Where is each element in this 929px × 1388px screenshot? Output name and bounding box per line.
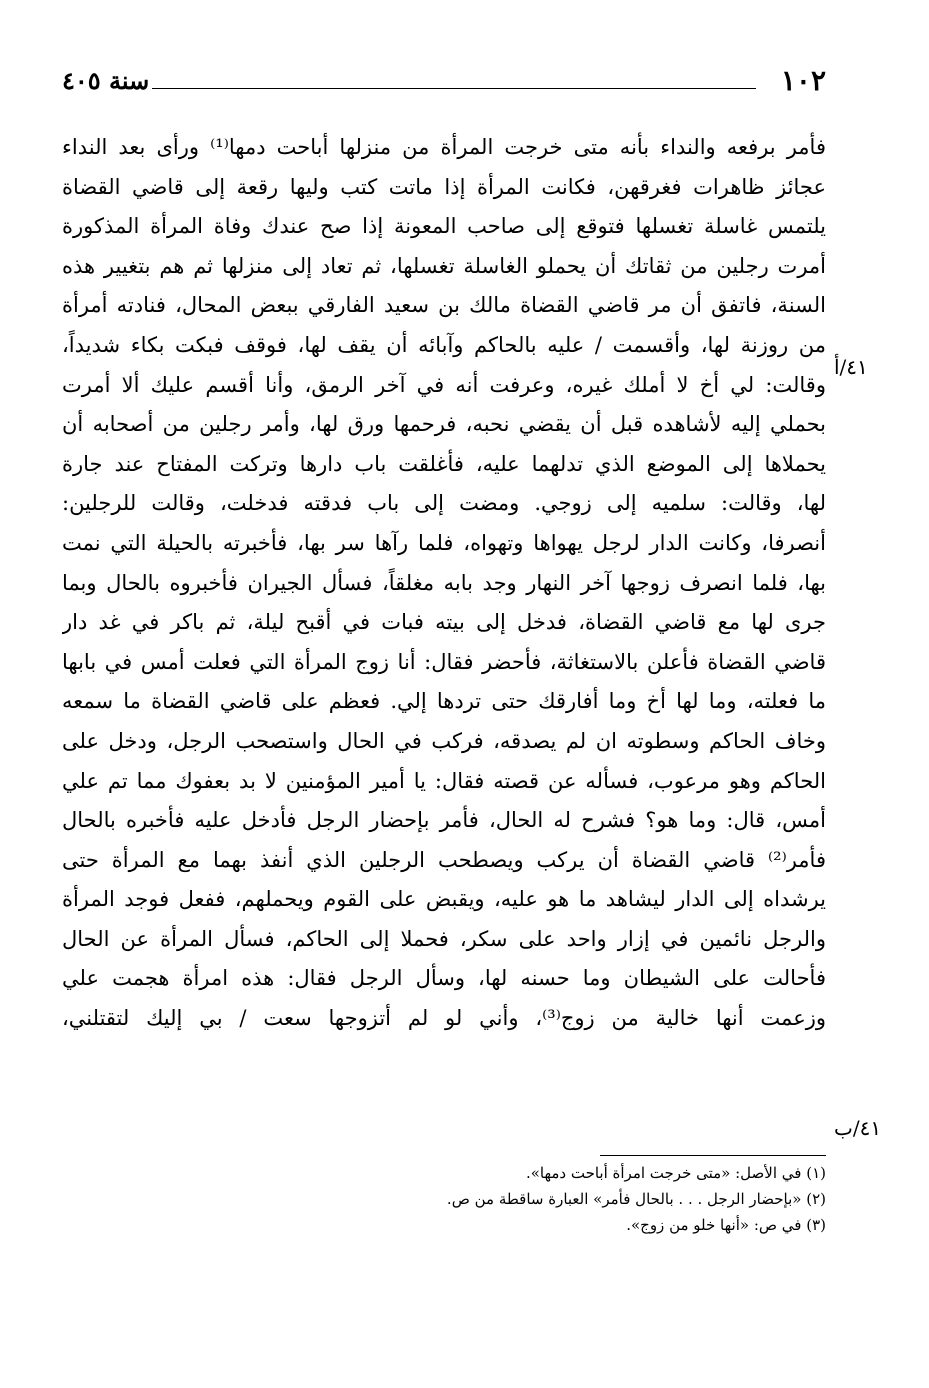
body-text (62, 128, 826, 1039)
manuscript-folio-ref: ٤١/أ (834, 355, 868, 379)
footnote: (١) في الأصل: «متى خرجت امرأة أباحت دمها». (525, 1164, 826, 1182)
text-line: فأمر⁽²⁾ قاضي القضاة أن يركب ويصطحب الرجلين الذي أنفذ بهما مع المرأة حتى (62, 847, 826, 872)
text-line: بحملي إليه لأشاهده قبل أن يقضي نحبه، فرحمها ورق لها، وأمر رجلين من أصحابه أن (62, 412, 826, 437)
text-line: الحاكم وهو مرعوب، فسأله عن قصته فقال: يا أمير المؤمنين لا بد بعفوك مما تم علي (62, 768, 826, 793)
text-line: وخاف الحاكم وسطوته ان لم يصدقه، فركب في الحال واستصحب الرجل، ودخل على (62, 728, 826, 753)
text-line: وقالت: لي أخ لا أملك غيره، وعرفت أنه في آخر الرمق، وأنا أقسم عليك ألا أمرت (62, 372, 826, 397)
text-line: عجائز ظاهرات فغرقهن، فكانت المرأة إذا ماتت كتب وليها رقعة إلى قاضي القضاة (62, 174, 826, 199)
text-line: جرى لها مع قاضي القضاة، فدخل إلى بيته فبات في أقبح ليلة، ثم باكر في غد دار (62, 610, 826, 635)
footnote: (٣) في ص: «أنها خلو من زوج». (626, 1216, 826, 1234)
text-line: يلتمس غاسلة تغسلها فتوقع إلى صاحب المعونة إذا صح عندك وفاة المرأة المذكورة (62, 214, 826, 239)
manuscript-folio-ref: ٤١/ب (834, 1116, 882, 1140)
text-line: أنصرفا، وكانت الدار لرجل يهواها وتهواه، فلما رآها سر بها، فأخبرته بالحيلة التي نمت (62, 530, 826, 555)
text-line: وزعمت أنها خالية من زوج⁽³⁾، وأني لو لم أتزوجها سعت / بي إليك لتقتلني، (62, 1006, 826, 1031)
footnote: (٢) «بإحضار الرجل . . . بالحال فأمر» العبارة ساقطة من ص. (446, 1190, 826, 1208)
footnote-rule (600, 1155, 826, 1156)
running-title: سنة ٤٠٥ (62, 66, 150, 95)
page-number: ١٠٢ (780, 64, 826, 97)
footnotes (200, 1160, 826, 1238)
text-line: بها، فلما انصرف زوجها آخر النهار وجد بابه مغلقاً، فسأل الجيران فأخبروه بالحال وبما (62, 570, 826, 595)
text-line: ما فعلته، وما لها أخ وما أفارقك حتى تردها إلي. فعظم على قاضي القضاة ما سمعه (62, 689, 826, 714)
text-line: من روزنة لها، وأقسمت / عليه بالحاكم وآبائه أن يقف لها، فوقف فبكت بكاء شديداً، (62, 332, 826, 357)
header-rule (152, 88, 756, 89)
text-line: لها، وقالت: سلميه إلى زوجي. ومضت إلى باب فدقته فدخلت، وقالت للرجلين: (62, 491, 826, 516)
text-line: أمس، قال: وما هو؟ فشرح له الحال، فأمر بإحضار الرجل فأدخل عليه فأخبره بالحال (62, 808, 826, 833)
text-line: والرجل نائمين في إزار واحد على سكر، فحملا إلى الحاكم، فسأل المرأة عن الحال (62, 926, 826, 951)
text-line: فأمر برفعه والنداء بأنه متى خرجت المرأة من منزلها أباحت دمها⁽¹⁾ ورأى بعد النداء (62, 135, 826, 159)
page-header (62, 64, 826, 104)
text-line: قاضي القضاة فأعلن بالاستغاثة، فأحضر فقال: أنا زوج المرأة التي فعلت أمس في بابها (62, 649, 826, 674)
text-line: يحملاها إلى الموضع الذي تدلهما عليه، فأغلقت باب دارها وتركت المفتاح عند جارة (62, 451, 826, 476)
text-line: يرشداه إلى الدار ليشاهد ما هو عليه، ويقبض على القوم ويحملهم، ففعل فوجد المرأة (62, 887, 826, 912)
text-line: أمرت رجلين من ثقاتك أن يحملو الغاسلة تغسلها، ثم تعاد إلى منزلها ثم هم بتغيير هذه (62, 253, 826, 278)
text-line: السنة، فاتفق أن مر قاضي القضاة مالك بن سعيد الفارقي ببعض المحال، فنادته أمرأة (62, 293, 826, 318)
text-line: فأحالت على الشيطان وما حسنه لها، وسأل الرجل فقال: هذه امرأة هجمت علي (62, 966, 826, 991)
